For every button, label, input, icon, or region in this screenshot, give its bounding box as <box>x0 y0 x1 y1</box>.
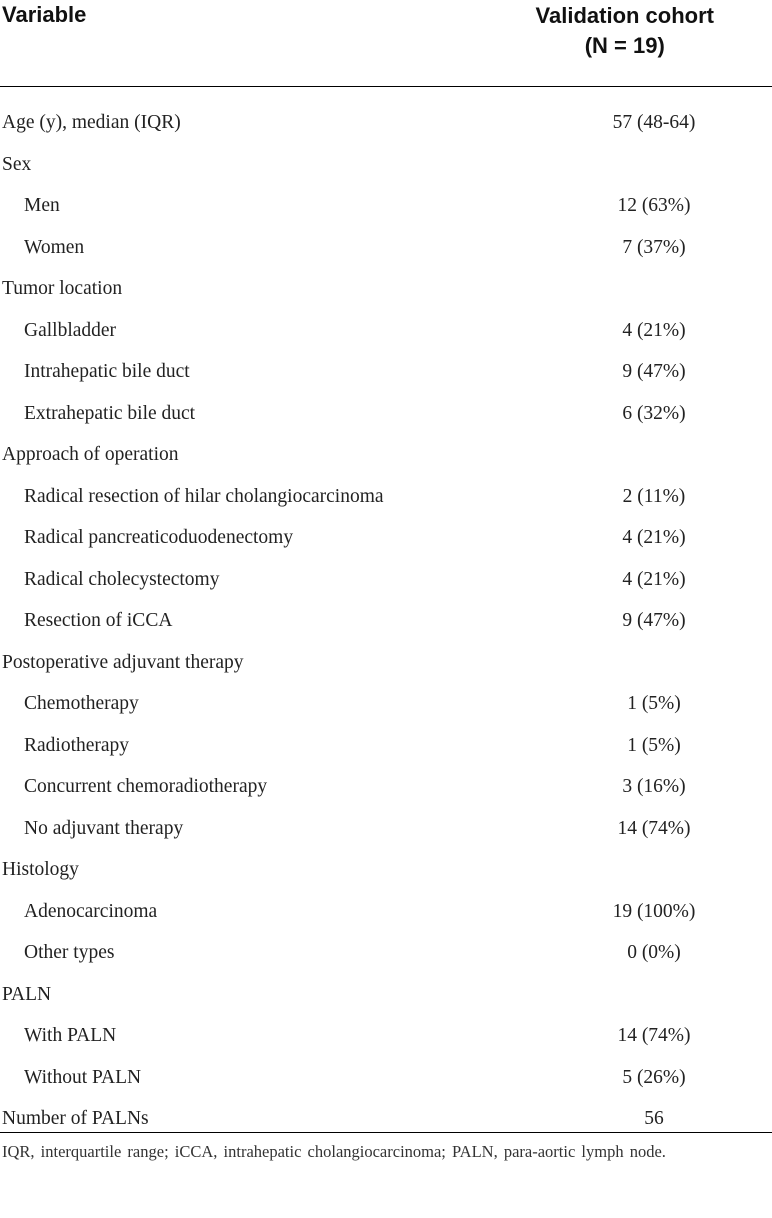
table-row <box>0 600 772 642</box>
row-value: 1 (5%) <box>627 693 681 714</box>
row-value: 0 (0%) <box>627 942 681 963</box>
column-header-variable: Variable <box>2 2 87 27</box>
row-value: 14 (74%) <box>617 1025 691 1046</box>
row-value: 56 <box>644 1108 664 1129</box>
row-label: Without PALN <box>24 1066 142 1088</box>
row-label: Radical pancreaticoduodenectomy <box>24 527 294 548</box>
table-row <box>0 351 772 393</box>
row-value: 14 (74%) <box>617 817 691 839</box>
row-value: 9 (47%) <box>622 361 686 382</box>
row-value: 3 (16%) <box>622 776 686 797</box>
row-value: 5 (26%) <box>622 1066 686 1088</box>
table-row <box>0 310 772 352</box>
row-label: Postoperative adjuvant therapy <box>2 651 244 673</box>
row-label: Radical cholecystectomy <box>24 568 220 590</box>
table-row <box>0 932 772 974</box>
row-label: Other types <box>24 942 115 963</box>
row-label: Radiotherapy <box>24 734 130 756</box>
row-value: 9 (47%) <box>622 610 686 631</box>
table-row <box>0 725 772 767</box>
row-value: 4 (21%) <box>622 568 686 590</box>
row-label: Concurrent chemoradiotherapy <box>24 776 268 797</box>
table-row <box>0 393 772 435</box>
table-row-category <box>0 102 772 144</box>
table-body <box>0 87 772 1140</box>
table-row <box>0 766 772 808</box>
table-row <box>0 517 772 559</box>
column-header-cohort-n: (N = 19) <box>584 33 665 58</box>
row-label: Adenocarcinoma <box>24 900 158 922</box>
table-row <box>0 476 772 518</box>
table-row-category <box>0 642 772 684</box>
row-label: Resection of iCCA <box>24 610 173 631</box>
table-row <box>0 1015 772 1057</box>
row-label: Chemotherapy <box>24 693 139 714</box>
row-value: 4 (21%) <box>622 527 686 548</box>
table-row <box>0 683 772 725</box>
row-value: 6 (32%) <box>622 402 686 424</box>
row-label: Number of PALNs <box>2 1108 149 1129</box>
table-header <box>0 0 772 87</box>
table-row <box>0 185 772 227</box>
table-row <box>0 1057 772 1099</box>
row-label: Histology <box>2 859 79 880</box>
table-row-category <box>0 849 772 891</box>
row-label: Age (y), median (IQR) <box>2 112 181 133</box>
row-value: 1 (5%) <box>627 734 681 756</box>
row-value: 12 (63%) <box>617 195 691 216</box>
table-bottom-rule <box>0 1132 772 1133</box>
row-value: 7 (37%) <box>622 236 686 258</box>
table-row-category <box>0 974 772 1016</box>
row-label: PALN <box>2 983 52 1005</box>
row-value: 19 (100%) <box>612 900 696 922</box>
table-row <box>0 808 772 850</box>
row-label: Extrahepatic bile duct <box>24 402 196 424</box>
table-footnote: IQR, interquartile range; iCCA, intrahepatic cholangiocarcinoma; PALN, para-aortic lymph node. <box>2 1142 666 1161</box>
column-header-validation-cohort <box>536 1 714 61</box>
row-label: Tumor location <box>2 278 123 299</box>
row-value: 57 (48-64) <box>612 112 696 133</box>
table-row-category <box>0 434 772 476</box>
table-row <box>0 227 772 269</box>
row-label: Men <box>24 195 60 216</box>
row-label: With PALN <box>24 1025 117 1046</box>
table-row <box>0 559 772 601</box>
row-label: Sex <box>2 153 32 175</box>
row-label: Women <box>24 236 85 258</box>
table-row-category <box>0 1098 772 1140</box>
row-value: 4 (21%) <box>622 319 686 341</box>
row-value: 2 (11%) <box>622 485 686 507</box>
table-row-category <box>0 144 772 186</box>
row-label: Approach of operation <box>2 444 179 465</box>
row-label: Radical resection of hilar cholangiocarcinoma <box>24 485 384 507</box>
row-label: No adjuvant therapy <box>24 817 184 839</box>
column-header-cohort-title: Validation cohort <box>535 3 714 28</box>
table-row-category <box>0 268 772 310</box>
row-label: Gallbladder <box>24 319 117 341</box>
table-row <box>0 891 772 933</box>
row-label: Intrahepatic bile duct <box>24 361 190 382</box>
